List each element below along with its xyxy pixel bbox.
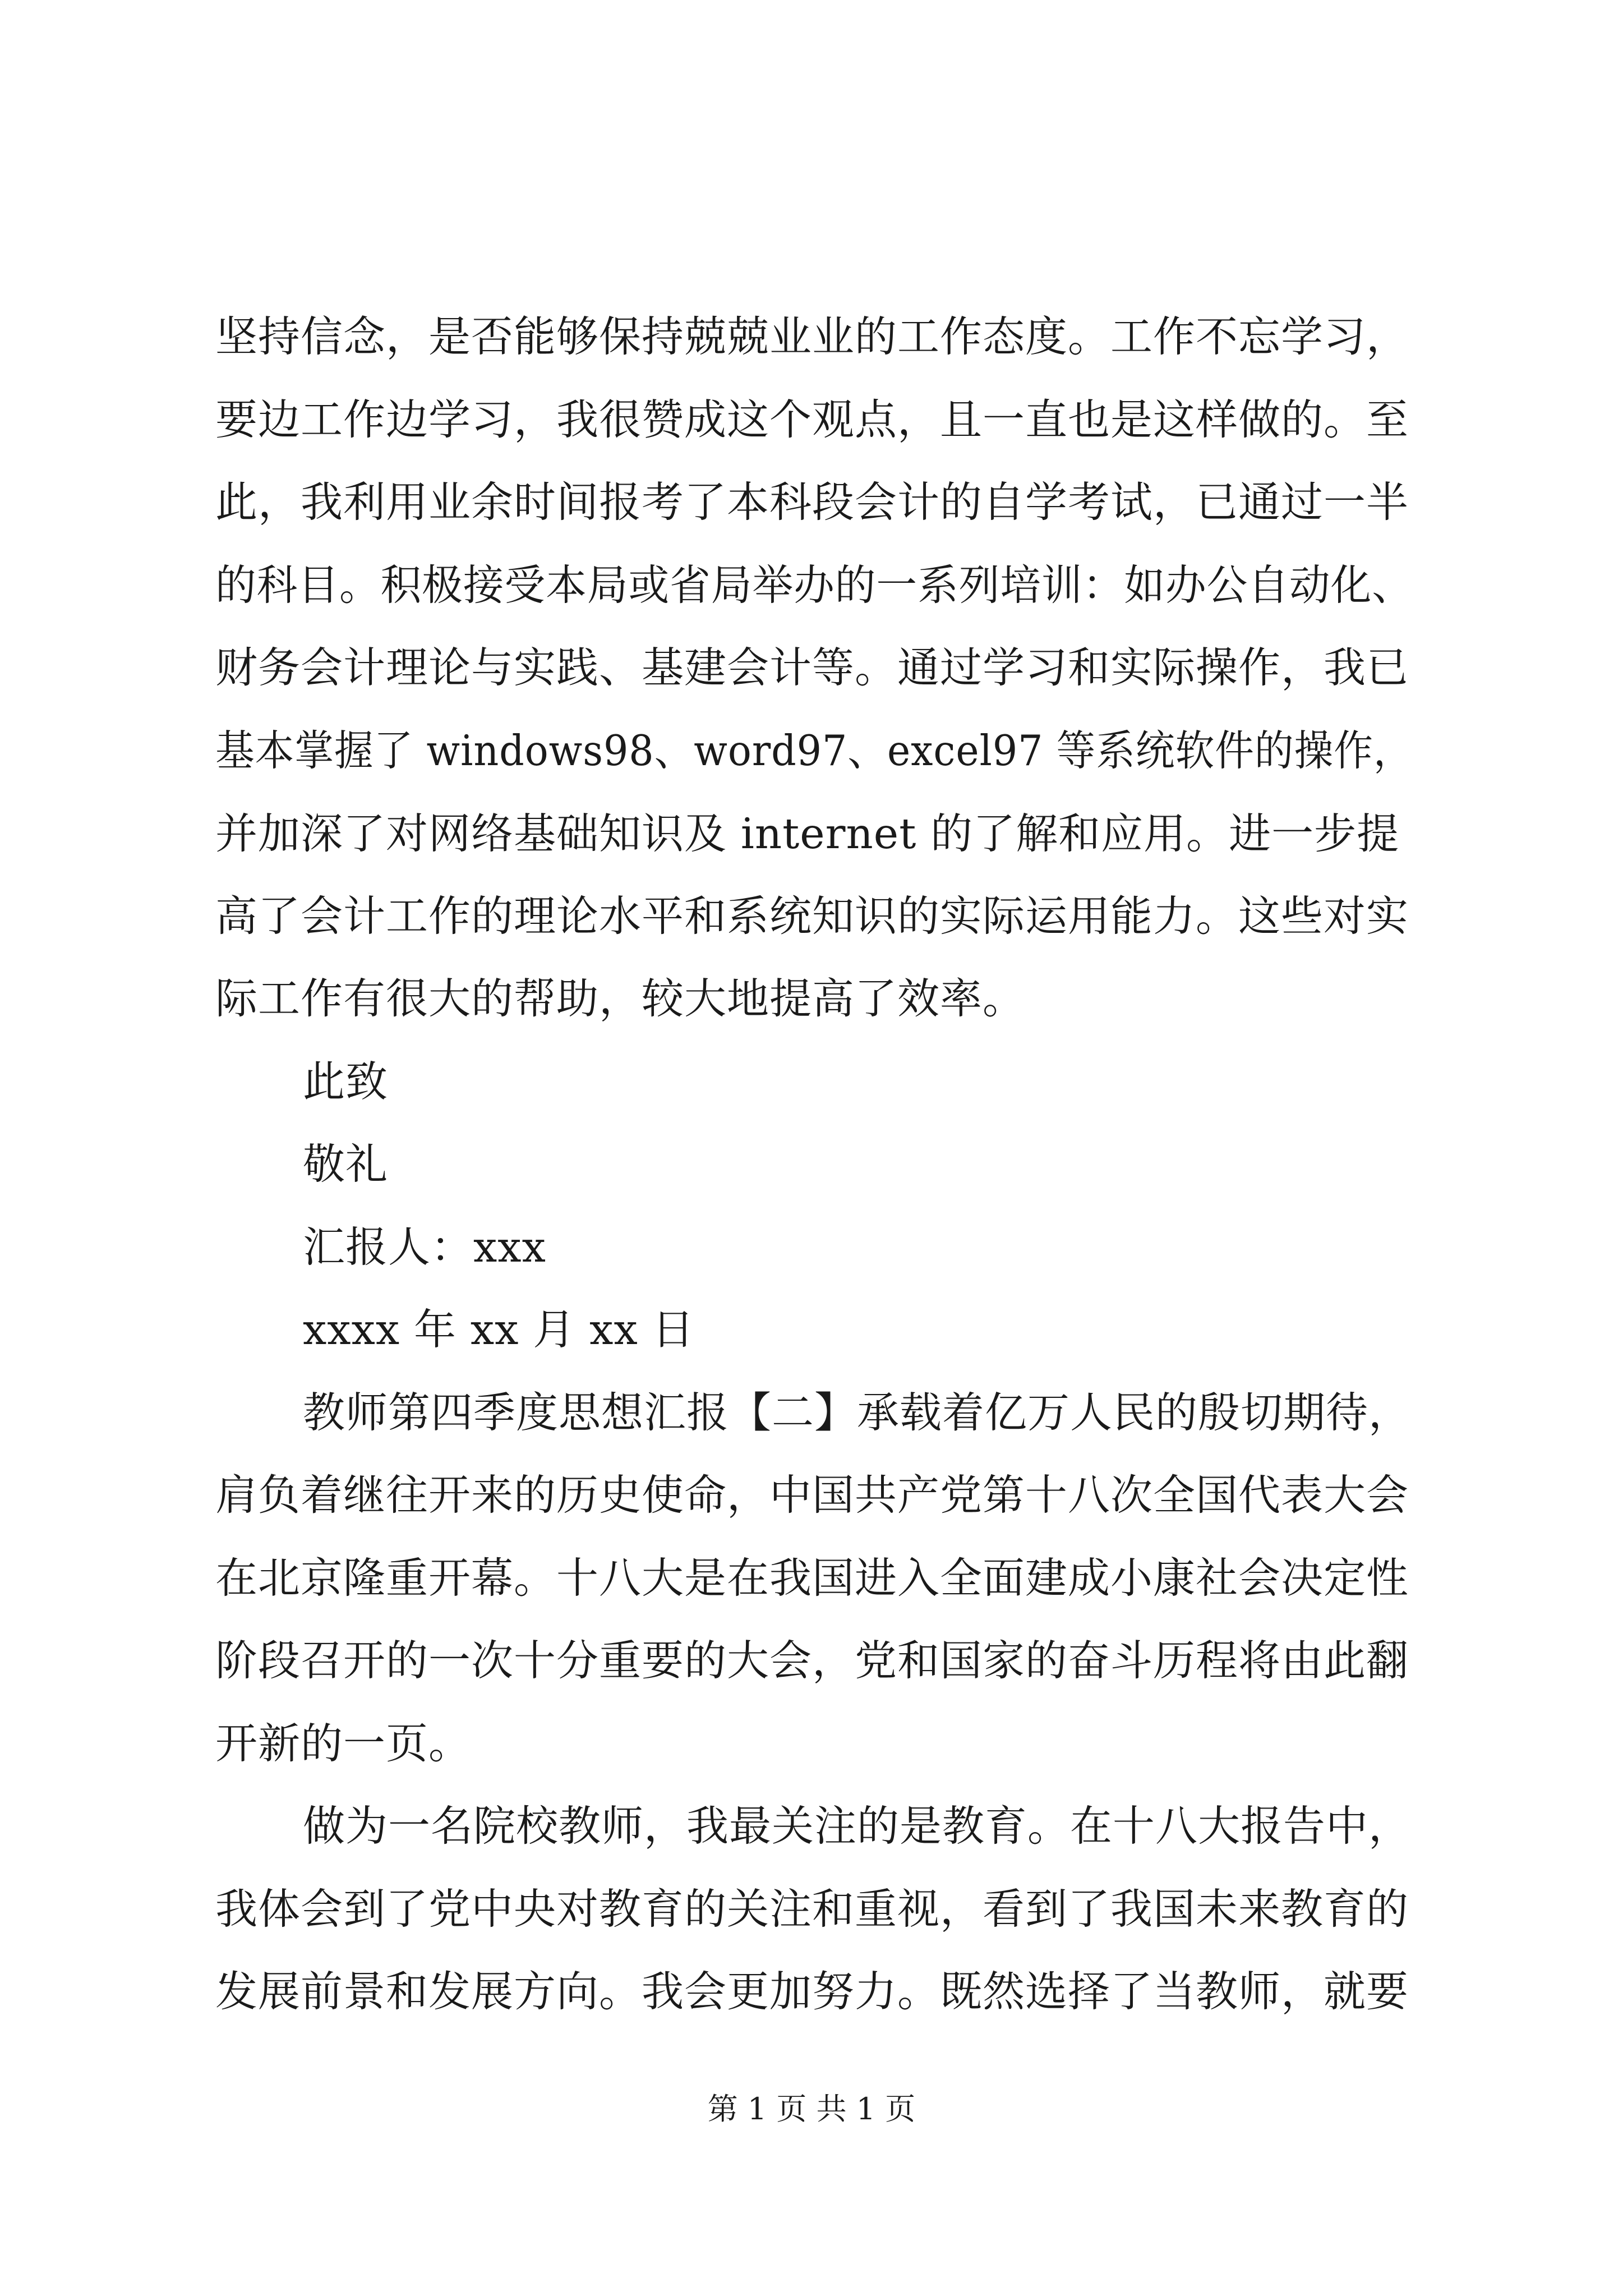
body-text-line: 高了会计工作的理论水平和系统知识的实际运用能力。这些对实: [215, 891, 1409, 941]
body-text-line: 开新的一页。: [215, 1719, 472, 1768]
body-text-line: 财务会计理论与实践、基建会计等。通过学习和实际操作，我已: [215, 643, 1409, 692]
body-text-line: 阶段召开的一次十分重要的大会，党和国家的奋斗历程将由此翻: [215, 1636, 1409, 1685]
body-text-line: 要边工作边学习，我很赞成这个观点，且一直也是这样做的。至: [215, 395, 1409, 444]
body-text-line: 肩负着继往开来的历史使命，中国共产党第十八次全国代表大会: [215, 1470, 1409, 1520]
report-date: xxxx 年 xx 月 xx 日: [303, 1305, 695, 1354]
body-text-line: 此，我利用业余时间报考了本科段会计的自学考试，已通过一半: [215, 477, 1409, 527]
reporter-signature: 汇报人：xxx: [303, 1222, 546, 1272]
body-text-line: 的科目。积极接受本局或省局举办的一系列培训：如办公自动化、: [215, 560, 1413, 610]
body-text-line: 教师第四季度思想汇报【二】承载着亿万人民的殷切期待，: [303, 1388, 1412, 1437]
page-footer: 第 1 页 共 1 页: [707, 2091, 916, 2127]
body-text-line: 并加深了对网络基础知识及 internet 的了解和应用。进一步提: [215, 809, 1400, 858]
body-text-line: 基本掌握了 windows98、word97、excel97 等系统软件的操作，: [215, 726, 1413, 775]
body-text-line: 发展前景和发展方向。我会更加努力。既然选择了当教师，就要: [215, 1967, 1409, 2016]
body-text-line: 在北京隆重开幕。十八大是在我国进入全面建成小康社会决定性: [215, 1553, 1409, 1603]
body-text-line: 际工作有很大的帮助，较大地提高了效率。: [215, 974, 1026, 1023]
body-text-line: 坚持信念，是否能够保持兢兢业业的工作态度。工作不忘学习，: [215, 312, 1409, 361]
body-text-line: 我体会到了党中央对教育的关注和重视，看到了我国未来教育的: [215, 1884, 1409, 1934]
body-text-line: 做为一名院校教师，我最关注的是教育。在十八大报告中，: [303, 1801, 1412, 1851]
closing-regards: 敬礼: [303, 1139, 389, 1189]
closing-salutation: 此致: [303, 1057, 389, 1106]
